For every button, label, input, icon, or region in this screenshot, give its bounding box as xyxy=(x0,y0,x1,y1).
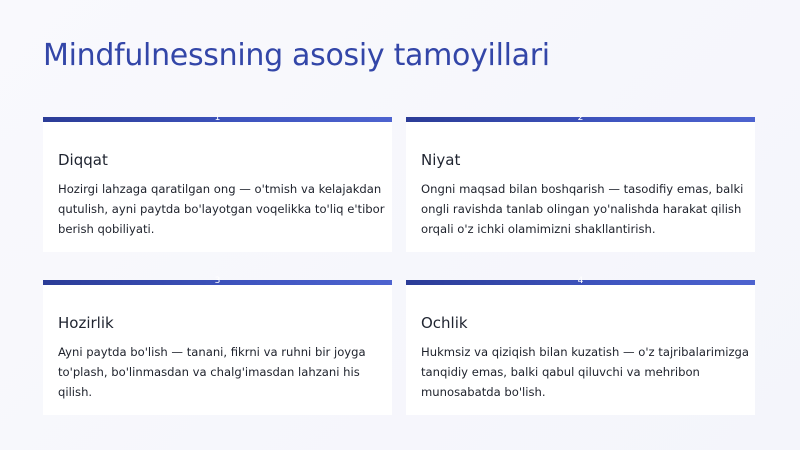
slide-title: Mindfulnessning asosiy tamoyillari xyxy=(43,38,550,73)
card-number: 4 xyxy=(577,276,584,286)
principle-card-openness xyxy=(406,276,755,415)
card-heading: Niyat xyxy=(421,151,461,169)
card-text: Ongni maqsad bilan boshqarish — tasodifiy emas, balki ongli ravishda tanlab olingan yo'nalishda harakat qilish orqali o'z ichki olamimizni shakllantirish. xyxy=(421,182,744,236)
card-number: 2 xyxy=(577,113,584,123)
principle-card-presence xyxy=(43,276,392,415)
card-heading: Diqqat xyxy=(58,151,108,169)
card-heading: Ochlik xyxy=(421,314,468,332)
card-heading: Hozirlik xyxy=(58,314,114,332)
principle-card-attention xyxy=(43,113,392,252)
card-text: Hukmsiz va qiziqish bilan kuzatish — o'z tajribalarimizga tanqidiy emas, balki qabul qiluvchi va mehribon munosabatda bo'lish. xyxy=(421,345,750,399)
card-number: 3 xyxy=(214,276,221,286)
card-text: Ayni paytda bo'lish — tanani, fikrni va ruhni bir joyga to'plash, bo'linmasdan va chalg'imasdan lahzani his qilish. xyxy=(58,345,366,399)
card-text: Hozirgi lahzaga qaratilgan ong — o'tmish va kelajakdan qutulish, ayni paytda bo'layotgan voqelikka to'liq e'tibor berish qobiliyati. xyxy=(58,182,385,236)
principle-card-intention xyxy=(406,113,755,252)
card-number: 1 xyxy=(214,113,221,123)
